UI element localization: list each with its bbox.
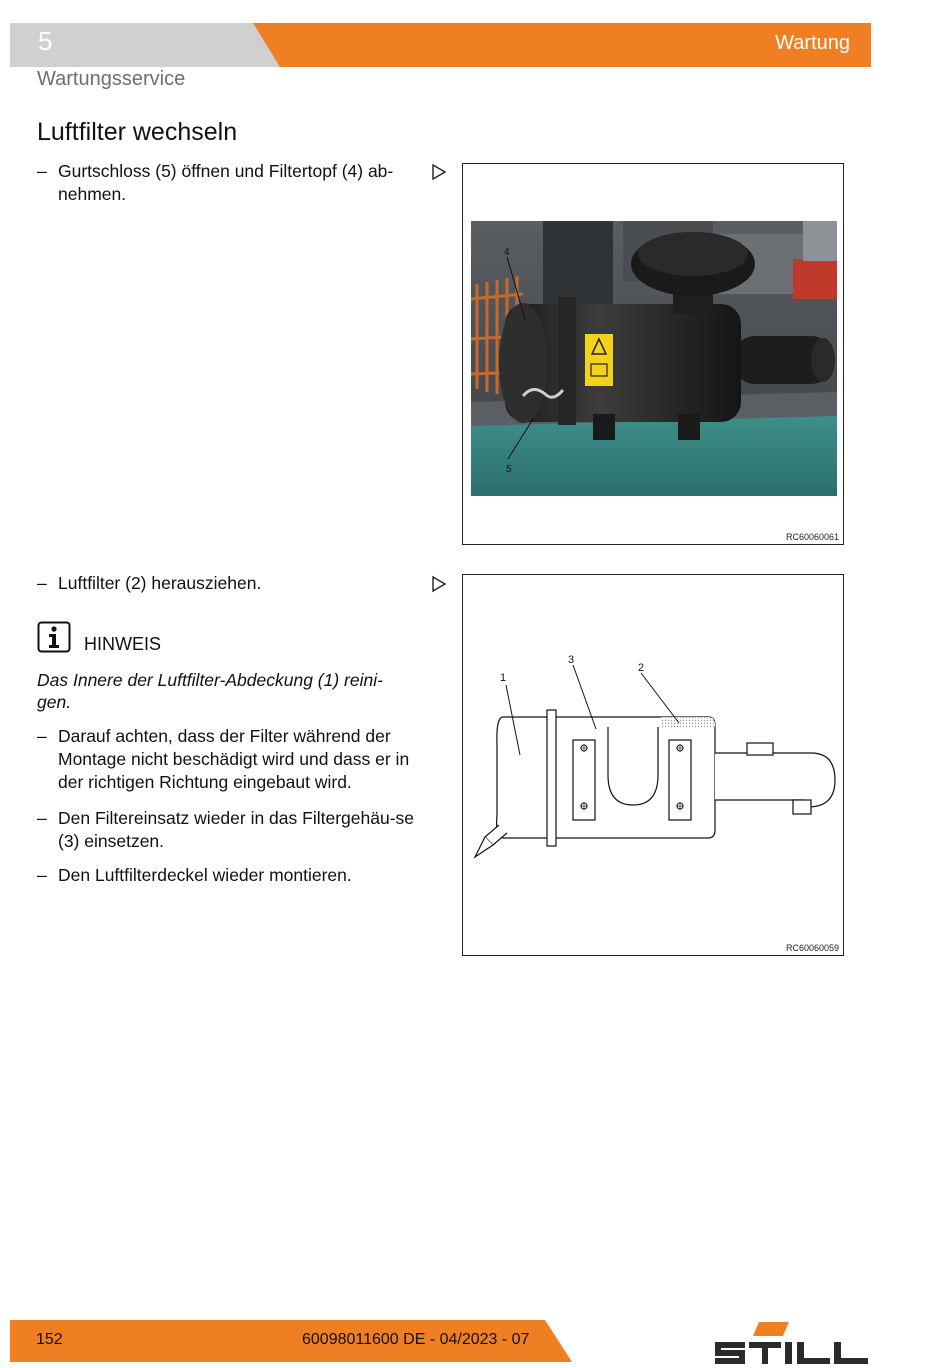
header-band	[10, 23, 871, 67]
note-title: HINWEIS	[84, 634, 162, 654]
page-title: Luftfilter wechseln	[37, 118, 238, 146]
air-filter-drawing	[463, 575, 842, 954]
step-item	[37, 807, 422, 853]
document-reference: 60098011600 DE - 04/2023 - 07	[302, 1331, 530, 1348]
step-text: Gurtschloss (5) öffnen und Filtertopf (4) ab-nehmen.	[58, 161, 394, 204]
chapter-title: Wartung	[775, 32, 850, 54]
step-text: Darauf achten, dass der Filter während der Montage nicht beschädigt wird und dass er in der richtigen Richtung eingebaut wird.	[58, 726, 410, 792]
step-dash: –	[37, 726, 47, 746]
callout-label-4: 4	[504, 247, 510, 258]
callout-label-1: 1	[500, 672, 507, 684]
still-logo	[713, 1320, 870, 1366]
step-item	[37, 572, 422, 595]
step-dash: –	[37, 808, 47, 828]
callout-label-3: 3	[568, 654, 575, 666]
note-text: Das Innere der Luftfilter-Abdeckung (1) reini-gen.	[37, 670, 383, 712]
figure-drawing-air-filter	[462, 574, 844, 956]
callout-label-2: 2	[638, 662, 645, 674]
step-text: Luftfilter (2) herausziehen.	[58, 573, 262, 593]
callout-label-5: 5	[506, 464, 512, 475]
step-dash: –	[37, 161, 47, 181]
page-number: 152	[36, 1331, 63, 1348]
section-label: Wartungsservice	[37, 68, 186, 90]
step-text: Den Luftfilterdeckel wieder montieren.	[58, 865, 352, 885]
figure-code: RC60060061	[785, 532, 839, 542]
info-icon	[37, 621, 71, 653]
step-item	[37, 725, 422, 794]
step-item	[37, 160, 422, 206]
figure-code: RC60060059	[785, 943, 839, 953]
step-dash: –	[37, 573, 47, 593]
step-arrow-icon	[431, 575, 447, 593]
step-dash: –	[37, 865, 47, 885]
step-arrow-icon	[431, 163, 447, 181]
figure-photo-air-filter	[462, 163, 844, 545]
logo-text: STILL	[713, 1320, 716, 1321]
chapter-number: 5	[38, 26, 53, 56]
air-filter-photo	[463, 164, 842, 543]
step-text: Den Filtereinsatz wieder in das Filtergehäu-se (3) einsetzen.	[58, 808, 414, 851]
step-item	[37, 864, 422, 887]
